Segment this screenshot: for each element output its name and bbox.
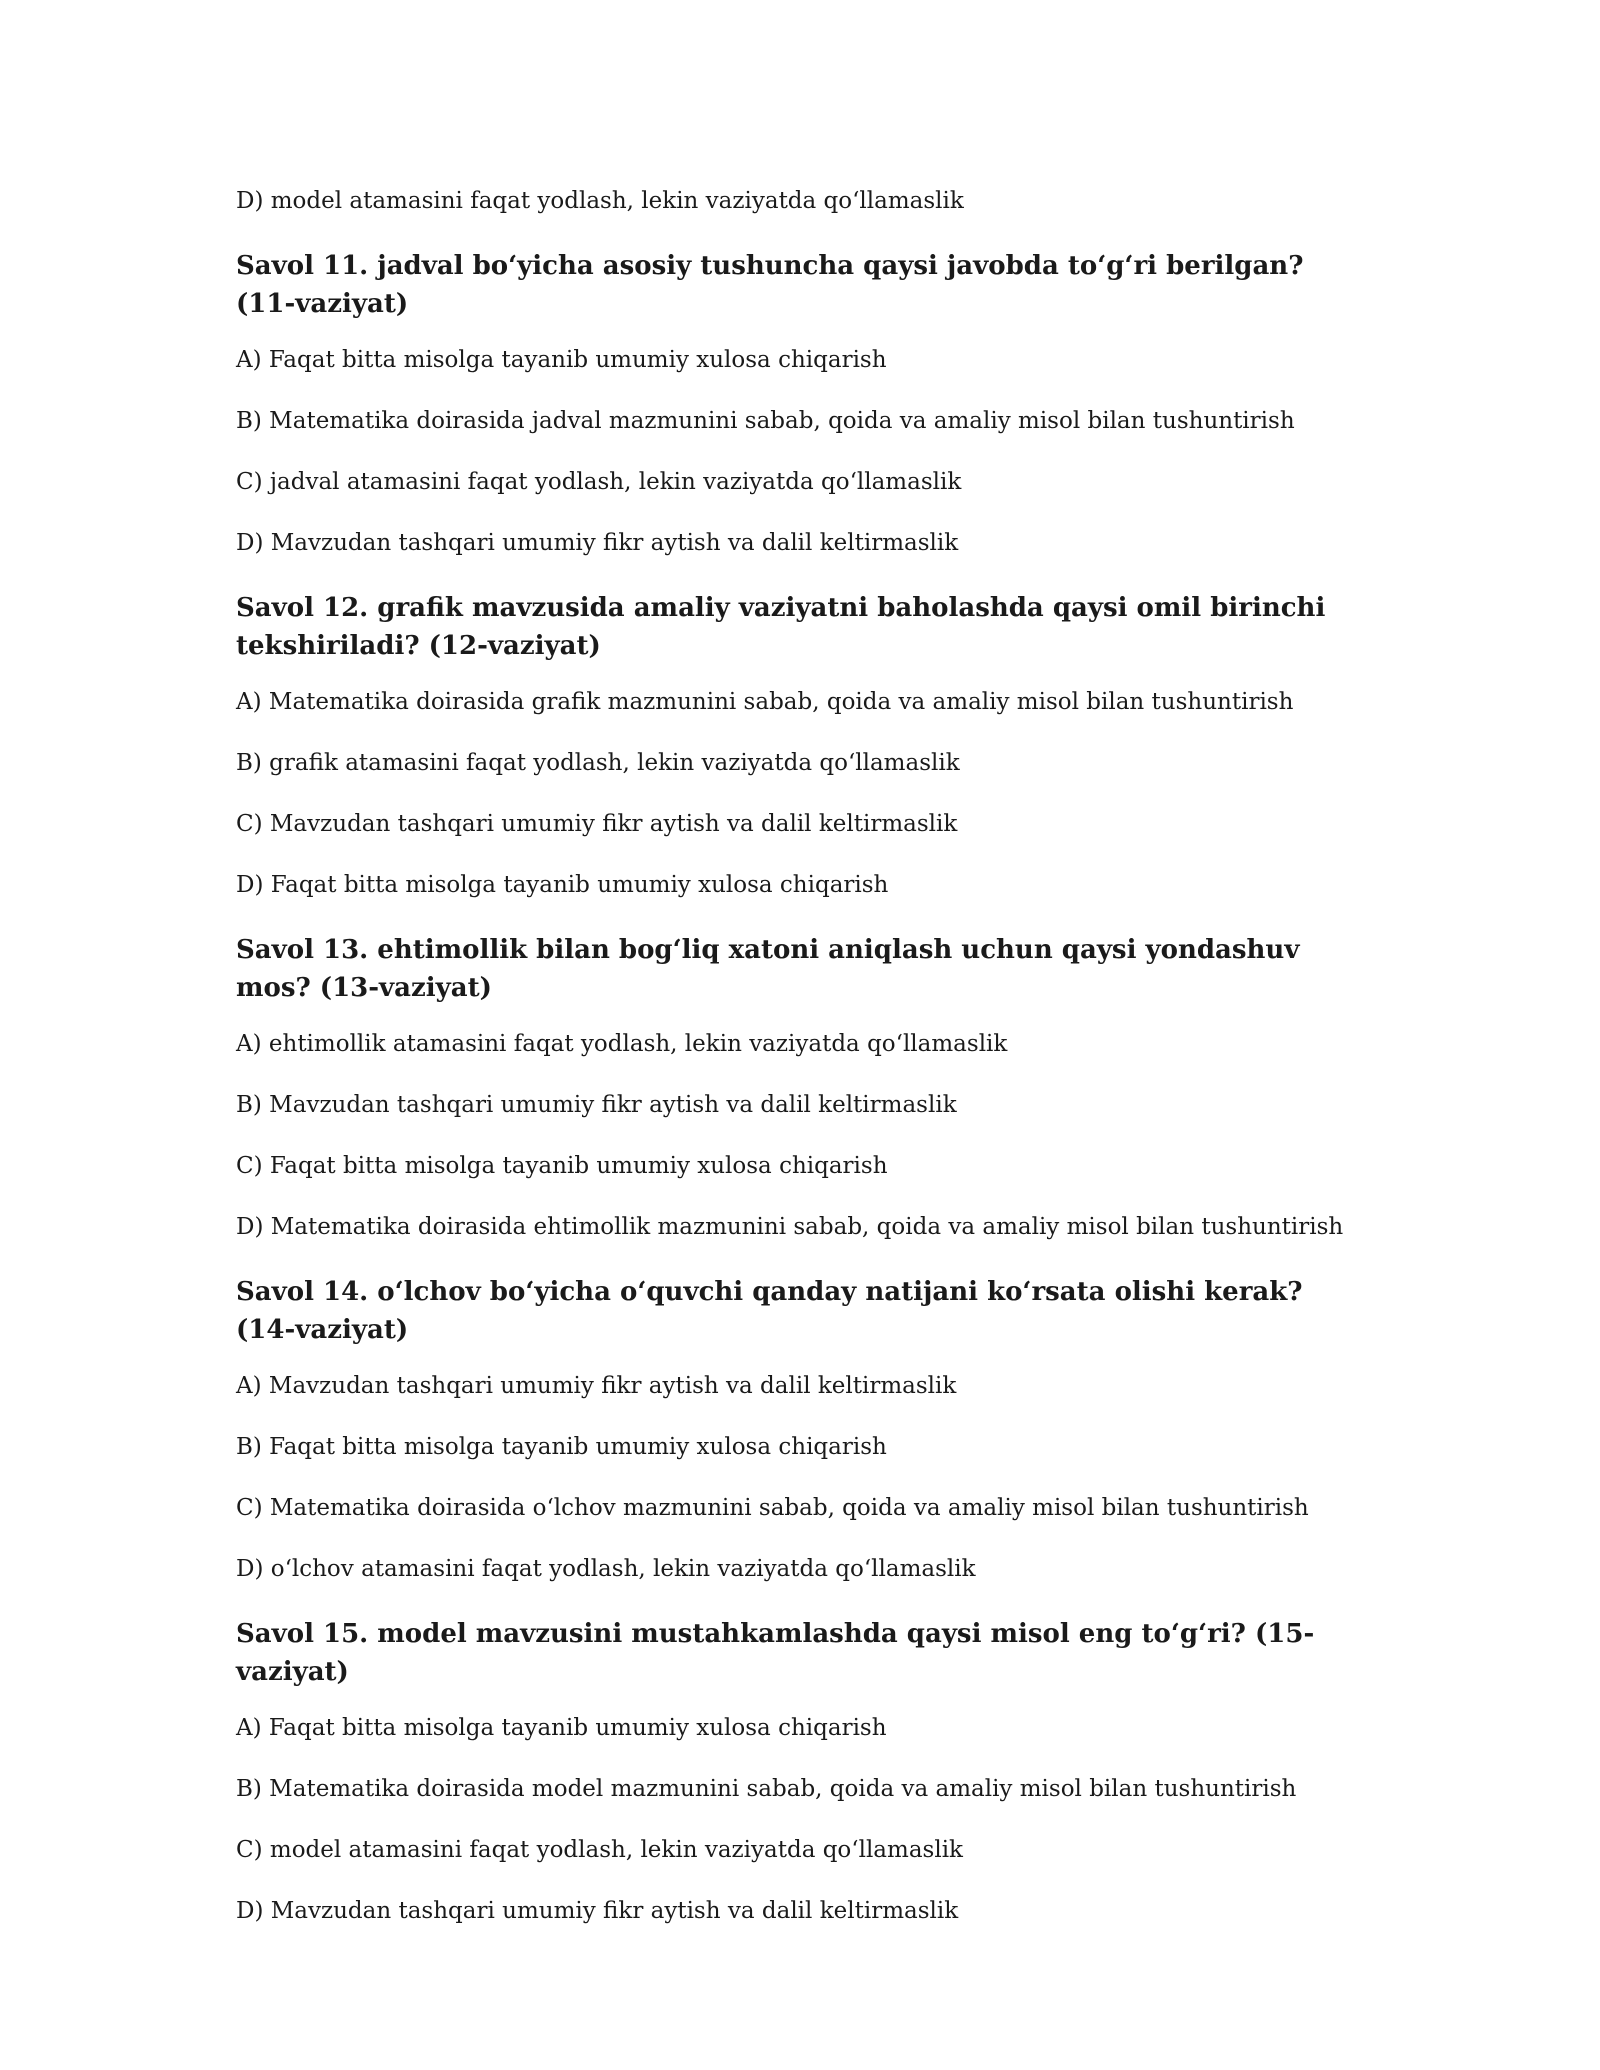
question-title: Savol 13. ehtimollik bilan bog‘liq xatoni aniqlash uchun qaysi yondashuv mos? (13-vaziyat) bbox=[236, 935, 1300, 1003]
answer-option: C) Mavzudan tashqari umumiy fikr aytish va dalil keltirmaslik bbox=[236, 811, 958, 837]
answer-option: A) Matematika doirasida grafik mazmunini sabab, qoida va amaliy misol bilan tushuntirish bbox=[236, 689, 1294, 715]
question-block-11 bbox=[236, 247, 1366, 558]
answer-option: C) model atamasini faqat yodlash, lekin vaziyatda qo‘llamaslik bbox=[236, 1837, 963, 1863]
answer-option: B) Matematika doirasida jadval mazmunini sabab, qoida va amaliy misol bilan tushuntirish bbox=[236, 408, 1295, 434]
answer-option: D) o‘lchov atamasini faqat yodlash, lekin vaziyatda qo‘llamaslik bbox=[236, 1556, 976, 1582]
document-content bbox=[236, 186, 1366, 1957]
answer-option: B) Matematika doirasida model mazmunini sabab, qoida va amaliy misol bilan tushuntirish bbox=[236, 1776, 1297, 1802]
question-title: Savol 15. model mavzusini mustahkamlashda qaysi misol eng to‘g‘ri? (15-vaziyat) bbox=[236, 1619, 1315, 1687]
answer-option: D) Faqat bitta misolga tayanib umumiy xulosa chiqarish bbox=[236, 872, 889, 898]
answer-option: D) Mavzudan tashqari umumiy fikr aytish va dalil keltirmaslik bbox=[236, 1898, 959, 1924]
answer-options bbox=[236, 1713, 1366, 1926]
answer-options bbox=[236, 687, 1366, 900]
answer-option: B) Mavzudan tashqari umumiy fikr aytish va dalil keltirmaslik bbox=[236, 1092, 957, 1118]
answer-option: A) ehtimollik atamasini faqat yodlash, lekin vaziyatda qo‘llamaslik bbox=[236, 1031, 1008, 1057]
question-block-15 bbox=[236, 1615, 1366, 1926]
answer-option: C) Matematika doirasida o‘lchov mazmunini sabab, qoida va amaliy misol bilan tushuntirish bbox=[236, 1495, 1309, 1521]
answer-options bbox=[236, 1371, 1366, 1584]
answer-options bbox=[236, 345, 1366, 558]
answer-option: A) Mavzudan tashqari umumiy fikr aytish va dalil keltirmaslik bbox=[236, 1373, 957, 1399]
answer-option: A) Faqat bitta misolga tayanib umumiy xulosa chiqarish bbox=[236, 347, 887, 373]
answer-option: B) Faqat bitta misolga tayanib umumiy xulosa chiqarish bbox=[236, 1434, 887, 1460]
answer-options bbox=[236, 1029, 1366, 1242]
answer-option: A) Faqat bitta misolga tayanib umumiy xulosa chiqarish bbox=[236, 1715, 887, 1741]
question-block-13 bbox=[236, 931, 1366, 1242]
answer-option: C) jadval atamasini faqat yodlash, lekin vaziyatda qo‘llamaslik bbox=[236, 469, 962, 495]
answer-option: C) Faqat bitta misolga tayanib umumiy xulosa chiqarish bbox=[236, 1153, 888, 1179]
answer-option: D) Mavzudan tashqari umumiy fikr aytish va dalil keltirmaslik bbox=[236, 530, 959, 556]
question-title: Savol 11. jadval bo‘yicha asosiy tushuncha qaysi javobda to‘g‘ri berilgan? (11-vaziyat) bbox=[236, 251, 1304, 319]
answer-option: D) Matematika doirasida ehtimollik mazmunini sabab, qoida va amaliy misol bilan tushuntirish bbox=[236, 1214, 1344, 1240]
answer-option: D) model atamasini faqat yodlash, lekin vaziyatda qo‘llamaslik bbox=[236, 188, 964, 214]
question-block-12 bbox=[236, 589, 1366, 900]
question-title: Savol 12. grafik mavzusida amaliy vaziyatni baholashda qaysi omil birinchi tekshiriladi? (12-vaziyat) bbox=[236, 593, 1326, 661]
question-block-14 bbox=[236, 1273, 1366, 1584]
answer-option: B) grafik atamasini faqat yodlash, lekin vaziyatda qo‘llamaslik bbox=[236, 750, 960, 776]
question-title: Savol 14. o‘lchov bo‘yicha o‘quvchi qanday natijani ko‘rsata olishi kerak? (14-vaziyat) bbox=[236, 1277, 1303, 1345]
